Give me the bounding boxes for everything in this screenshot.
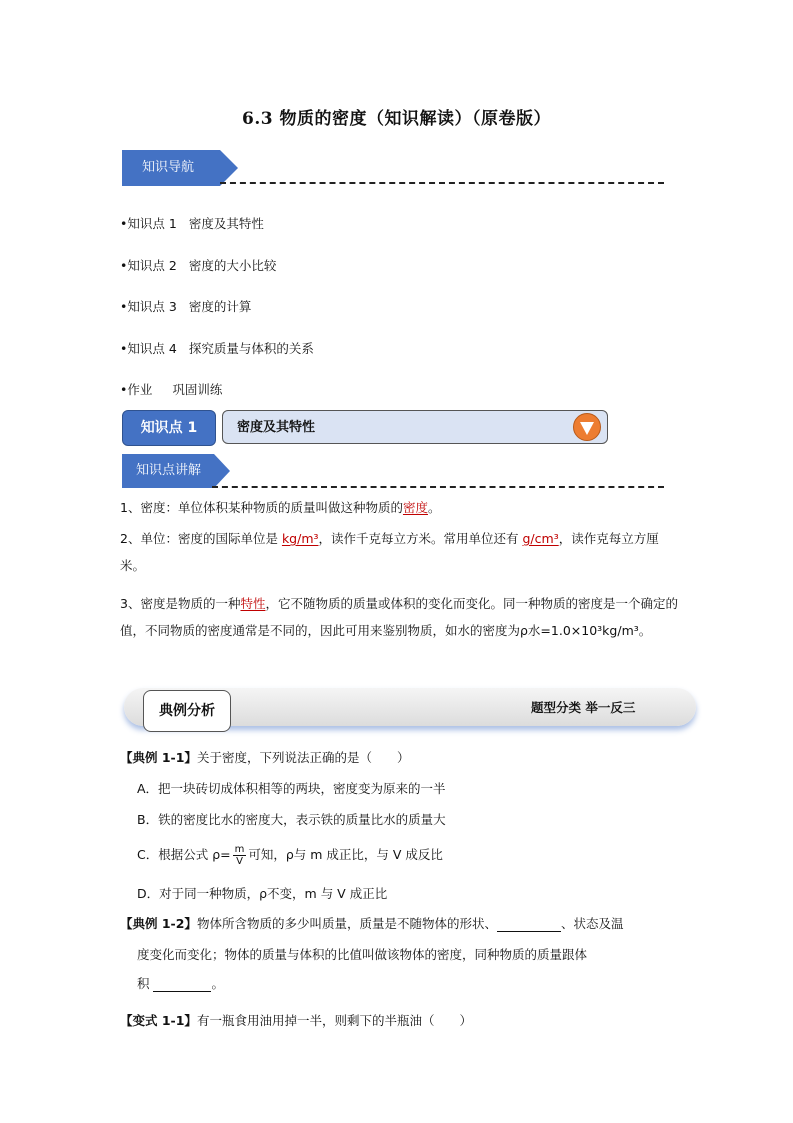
option-b[interactable]: B．铁的密度比水的密度大，表示铁的质量比水的质量大 (137, 812, 446, 827)
option-c[interactable]: C．根据公式 ρ= $\frac{m}{V}$ 可知，ρ与 m 成正比，与 V 成反比 (137, 844, 443, 867)
kp1-title-bar[interactable] (222, 410, 608, 444)
point-2: 2、单位：密度的国际单位是 kg/m³，读作千克每立方米。常用单位还有 g/cm³，读作克每立方厘米。 (120, 531, 659, 573)
nav-item-3[interactable]: •知识点 3 密度的计算 (120, 299, 252, 314)
nav-header-label: 知识导航 (142, 160, 195, 175)
collapse-triangle-icon[interactable] (573, 413, 601, 441)
variant-1-1: 【变式 1-1】有一瓶食用油用掉一半，则剩下的半瓶油（ ） (120, 1013, 472, 1028)
unit-kg-m3: kg/m³ (281, 531, 319, 546)
kp1-title: 密度及其特性 (237, 420, 316, 435)
point-1: 1、密度：单位体积某种物质的质量叫做这种物质的密度。 (120, 500, 441, 515)
nav-item-5[interactable]: •作业 巩固训练 (120, 382, 223, 397)
nav-divider (220, 182, 664, 184)
question-1-2-line3: 积 。 (137, 976, 224, 991)
unit-g-cm3: g/cm³ (522, 531, 559, 546)
kp1-label: 知识点 1 (122, 410, 216, 446)
question-1-2-line1: 【典例 1-2】物体所含物质的多少叫质量，质量是不随物体的形状、 、状态及温 (120, 916, 624, 931)
explain-divider (212, 486, 664, 488)
option-a[interactable]: A．把一块砖切成体积相等的两块，密度变为原来的一半 (137, 781, 446, 796)
example-banner-subtitle: 题型分类 举一反三 (531, 700, 636, 715)
question-1-1: 【典例 1-1】关于密度，下列说法正确的是（ ） (120, 750, 410, 765)
fill-blank-1[interactable] (497, 916, 561, 932)
fill-blank-2[interactable] (153, 976, 211, 992)
point-1-keyword: 密度 (402, 500, 428, 515)
page-title: 6.3 物质的密度（知识解读）（原卷版） (242, 109, 551, 129)
point-3: 3、密度是物质的一种特性，它不随物质的质量或体积的变化而变化。同一种物质的密度是一个确定的值，不同物质的密度通常是不同的，因此可用来鉴别物质，如水的密度为ρ水=1.0×10³kg/m³。 (120, 596, 678, 638)
explain-header-label: 知识点讲解 (136, 463, 202, 478)
nav-item-4[interactable]: •知识点 4 探究质量与体积的关系 (120, 341, 314, 356)
option-d[interactable]: D．对于同一种物质，ρ不变，m 与 V 成正比 (137, 886, 388, 901)
question-1-2-line2: 度变化而变化；物体的质量与体积的比值叫做该物体的密度，同种物质的质量跟体 (137, 947, 588, 962)
example-banner-tag: 典例分析 (143, 690, 231, 732)
nav-item-1[interactable]: •知识点 1 密度及其特性 (120, 216, 264, 231)
density-formula-fraction: $\frac{m}{V}$ (234, 844, 245, 867)
nav-item-2[interactable]: •知识点 2 密度的大小比较 (120, 258, 277, 273)
point-3-keyword: 特性 (240, 596, 266, 611)
